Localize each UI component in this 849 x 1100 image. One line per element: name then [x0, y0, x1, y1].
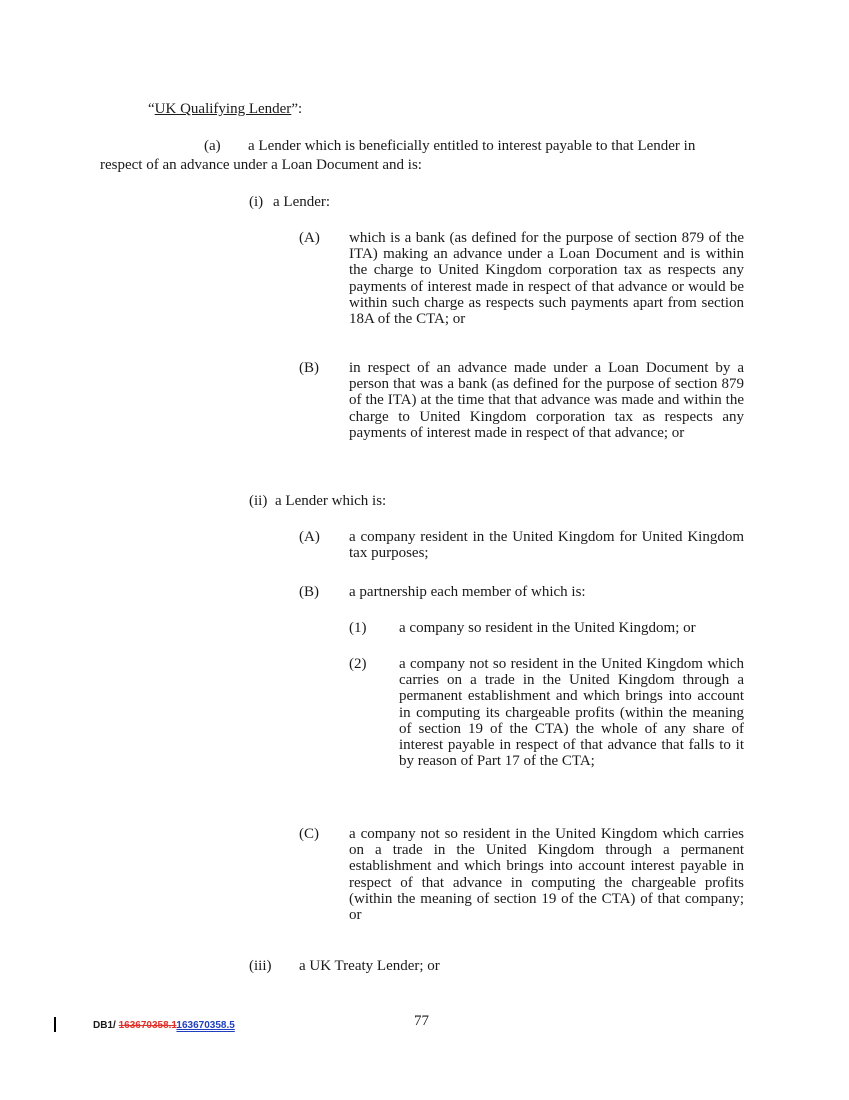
item-iii-text: a UK Treaty Lender; or: [299, 958, 440, 974]
item-ii-A-label: (A): [299, 529, 320, 545]
item-ii-B-1-text: a company so resident in the United Kingdom; or: [399, 620, 696, 636]
item-ii-C-text: a company not so resident in the United Kingdom which carries on a trade in the United Kingdom through a permanent establishment and which brings into account interest payable in respect of that advance in computing the chargeable profits (within the meaning of section 19 of the CTA) of that company; or: [349, 826, 744, 924]
item-i-A-label: (A): [299, 230, 320, 246]
document-id: [93, 1020, 235, 1031]
para-a-line1: a Lender which is beneficially entitled to interest payable to that Lender in: [248, 138, 696, 154]
para-a-line2: respect of an advance under a Loan Document and is:: [100, 157, 422, 173]
para-a-label: (a): [204, 138, 221, 154]
inserted-document-number: 163670358.5: [176, 1020, 235, 1031]
item-iii-label: (iii): [249, 958, 272, 974]
item-ii-B-text: a partnership each member of which is:: [349, 584, 586, 600]
item-ii-B-2-text: a company not so resident in the United Kingdom which carries on a trade in the United Kingdom through a permanent establishment and which brings into account in computing its chargeable profits (within the meaning of section 19 of the CTA) the whole of any share of interest payable in respect of that advance that falls to it by reason of Part 17 of the CTA;: [399, 656, 744, 770]
close-quote: ”:: [291, 101, 303, 117]
item-i-B-text: in respect of an advance made under a Loan Document by a person that was a bank (as defined for the purpose of section 879 of the ITA) at the time that that advance was made and within the charge to United Kingdom corporation tax as respects any payments of interest made in respect of that advance; or: [349, 360, 744, 441]
change-bar: [54, 1017, 56, 1032]
page-number: 77: [414, 1013, 429, 1029]
item-i-text: a Lender:: [273, 194, 331, 210]
item-ii-label: (ii): [249, 493, 268, 509]
item-ii-B-1-label: (1): [349, 620, 367, 636]
document-prefix: DB1/: [93, 1020, 116, 1031]
item-i-B-label: (B): [299, 360, 319, 376]
item-ii-B-label: (B): [299, 584, 319, 600]
item-ii-C-label: (C): [299, 826, 319, 842]
item-ii-text: a Lender which is:: [275, 493, 387, 509]
item-i-A-text: which is a bank (as defined for the purpose of section 879 of the ITA) making an advance under a Loan Document and is within the charge to United Kingdom corporation tax as respects any payments of interest made in respect of that advance or would be within such charge as respects such payments apart from section 18A of the CTA; or: [349, 230, 744, 328]
item-ii-A-text: a company resident in the United Kingdom for United Kingdom tax purposes;: [349, 529, 744, 562]
item-i-label: (i): [249, 194, 264, 210]
deleted-document-number: 163670358.1: [118, 1020, 177, 1031]
item-ii-B-2-label: (2): [349, 656, 367, 672]
definition-heading: [148, 101, 302, 117]
defined-term: UK Qualifying Lender: [154, 101, 292, 117]
open-quote: “: [148, 101, 155, 117]
